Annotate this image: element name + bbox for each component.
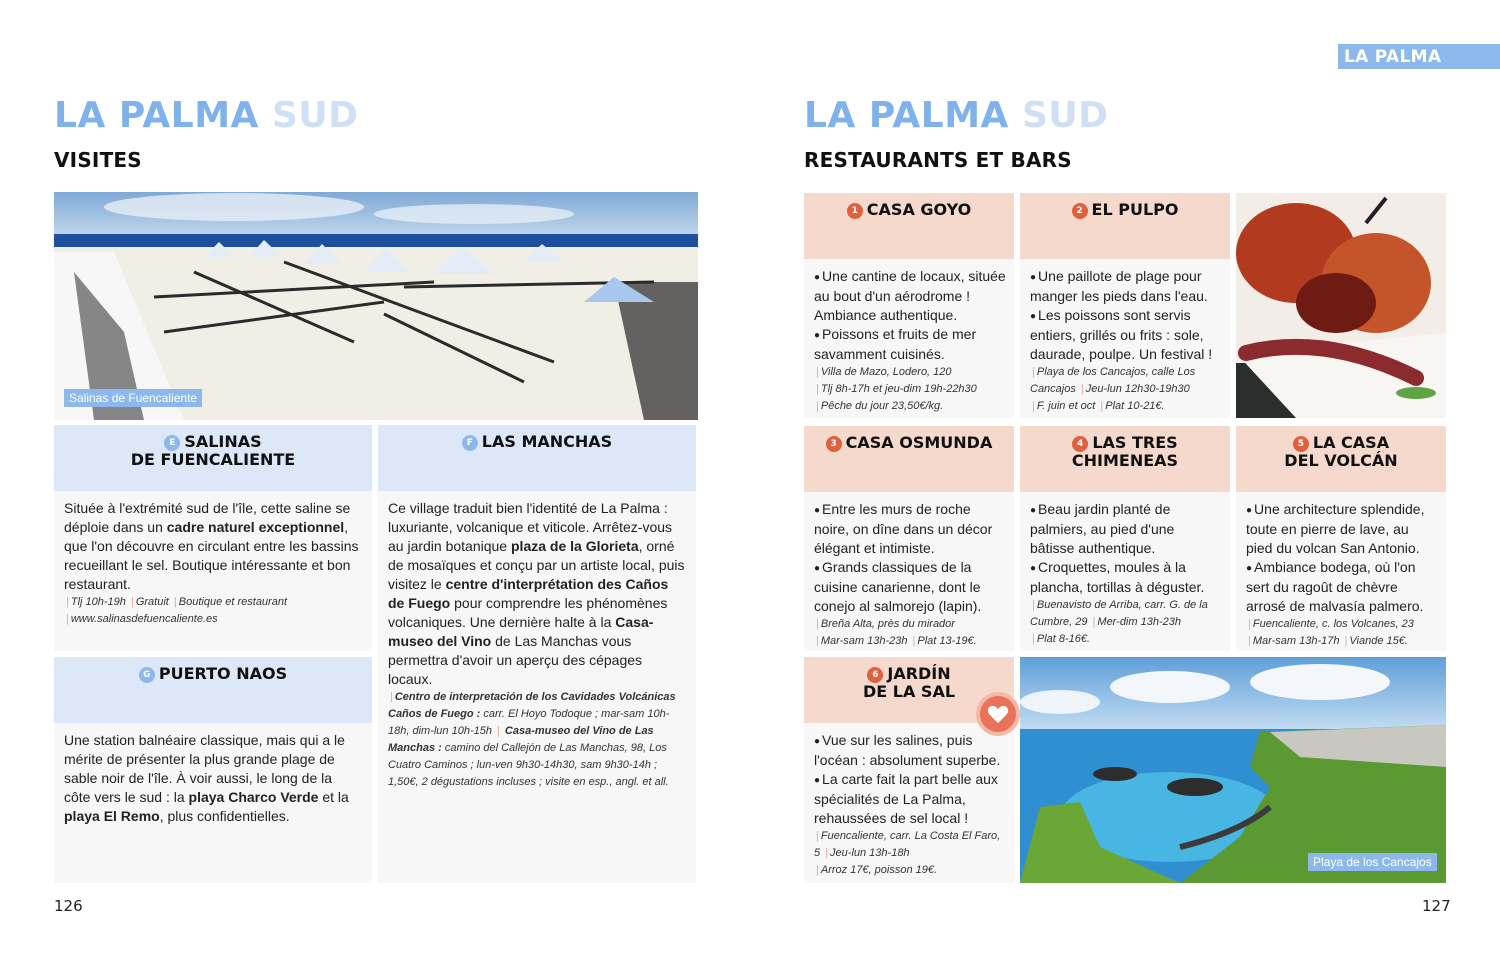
map-marker-badge: E — [164, 435, 180, 451]
info-website-link[interactable]: www.salinasdefuencaliente.es — [70, 613, 218, 625]
cancajos-beach-photo — [1020, 657, 1446, 883]
body-bold: Casa-museo del Vino — [388, 614, 654, 649]
card-heading — [1020, 193, 1230, 259]
restaurant-name-line2: DE LA SAL — [862, 682, 956, 701]
map-marker-badge: 1 — [847, 203, 863, 219]
info-separator: | — [497, 725, 500, 737]
bullet-text: ● Grands classiques de la cuisine canarienne, dont le conejo al salmorejo (lapin). — [814, 558, 1006, 616]
practical-info: | Playa de los Cancajos, calle Los Cancajos | Jeu-lun 12h30-19h30 | F. juin et oct | Plat 10-21€. — [1030, 366, 1196, 412]
body-text: et la — [318, 789, 349, 805]
visit-card-puerto-naos — [54, 657, 372, 883]
card-title-line2: DE FUENCALIENTE — [130, 450, 296, 469]
card-body — [1020, 259, 1230, 415]
info-price: Plat 8-16€. — [1036, 633, 1091, 645]
card-body — [54, 723, 372, 834]
restaurant-card-la-casa-del-volcan — [1236, 426, 1446, 651]
favorite-badge — [976, 692, 1020, 736]
map-marker-badge: 4 — [1072, 436, 1088, 452]
bullet-text: ● Les poissons sont servis entiers, grillés ou frits : sole, daurade, poulpe. Un festival ! — [1030, 306, 1222, 364]
card-heading — [54, 657, 372, 723]
info-address: Breña Alta, près du mirador — [820, 618, 955, 630]
card-title-line1: SALINAS — [184, 432, 262, 451]
restaurant-card-el-pulpo — [1020, 193, 1230, 418]
info-hours: Mar-sam 13h-23h — [820, 635, 908, 647]
card-body — [804, 723, 1014, 879]
practical-info: | Villa de Mazo, Lodero, 120 | Tlj 8h-17h et jeu-dim 19h-22h30 | Pêche du jour 23,50€/kg. — [816, 366, 977, 412]
bullet-text: ● Une architecture splendide, toute en pierre de lave, au pied du volcan San Antonio. — [1246, 500, 1438, 558]
info-price: Pêche du jour 23,50€/kg. — [820, 400, 944, 412]
body-text: , orné de mosaïques et conçu par un artiste local, puis visitez le — [388, 538, 685, 592]
title-part-sub: SUD — [1021, 95, 1109, 136]
salt-flats-image — [54, 192, 698, 420]
map-marker-badge: 6 — [867, 667, 883, 683]
card-body — [804, 492, 1014, 650]
restaurant-card-las-tres-chimeneas — [1020, 426, 1230, 651]
info-services: Boutique et restaurant — [178, 596, 288, 608]
body-bold: playa El Remo — [64, 808, 160, 824]
info-address: Fuencaliente, carr. La Costa El Faro, 5 — [814, 830, 1001, 859]
title-part-main: LA PALMA — [804, 95, 1009, 136]
info-price: Plat 13-19€. — [917, 635, 977, 647]
restaurant-card-jardin-de-la-sal — [804, 657, 1014, 883]
heart-icon — [987, 704, 1009, 724]
body-text: , que l'on découvre en circulant entre les bassins recueillant le sel. Boutique intéressante et bon restaurant. — [64, 519, 359, 592]
bullet-text: ● Entre les murs de roche noire, on dîne dans un décor élégant et intimiste. — [814, 500, 1006, 558]
body-text: Une station balnéaire classique, mais qui a le mérite de présenter la plus grande plage de sable noir de l'île. À voir aussi, le long de la côte vers le sud : la — [64, 732, 345, 805]
restaurant-name-line1: JARDÍN — [887, 664, 951, 683]
info-address: Playa de los Cancajos, calle Los Cancajos — [1030, 366, 1196, 395]
practical-info: | Fuencaliente, carr. La Costa El Faro, 5 | Jeu-lun 13h-18h | Arroz 17€, poisson 19€. — [814, 830, 1001, 876]
info-address: Villa de Mazo, Lodero, 120 — [820, 366, 952, 378]
section-title-visites: VISITES — [54, 148, 142, 172]
practical-info: | Fuencaliente, c. los Volcanes, 23 | Mar-sam 13h-17h | Viande 15€. — [1248, 618, 1414, 647]
info-hours: Mer-dim 13h-23h — [1097, 616, 1181, 628]
body-bold: cadre naturel exceptionnel — [166, 519, 345, 535]
restaurant-name-line2: DEL VOLCÁN — [1284, 451, 1398, 470]
info-closure: F. juin et oct — [1036, 400, 1096, 412]
card-heading — [54, 425, 372, 491]
body-text: de Las Manchas vous permettra d'avoir un aperçu des cépages locaux. — [388, 633, 643, 687]
practical-info: | Buenavisto de Arriba, carr. G. de la Cumbre, 29 | Mer-dim 13h-23h | Plat 8-16€. — [1030, 599, 1208, 645]
title-part-sub: SUD — [271, 95, 359, 136]
info-hours: Tlj 8h-17h et jeu-dim 19h-22h30 — [820, 383, 977, 395]
salinas-photo — [54, 192, 698, 420]
info-hours: Tlj 10h-19h — [70, 596, 126, 608]
running-header-tab: LA PALMA — [1338, 44, 1500, 69]
card-body — [1020, 492, 1230, 648]
map-marker-badge: 5 — [1293, 436, 1309, 452]
restaurant-name: EL PULPO — [1091, 200, 1179, 219]
info-price: Plat 10-21€. — [1105, 400, 1165, 412]
visit-card-salinas — [54, 425, 372, 651]
map-marker-badge: 3 — [826, 436, 842, 452]
bullet-text: ● Une cantine de locaux, située au bout d'un aérodrome ! Ambiance authentique. — [814, 267, 1006, 325]
octopus-dish-photo — [1236, 193, 1446, 418]
info-hours: Mar-sam 13h-17h — [1252, 635, 1340, 647]
card-heading — [804, 426, 1014, 492]
card-title-line1: LAS MANCHAS — [481, 432, 613, 451]
body-bold: playa Charco Verde — [188, 789, 319, 805]
practical-info: | Tlj 10h-19h | Gratuit | Boutique et restaurant | www.salinasdefuencaliente.es — [66, 596, 288, 625]
card-heading — [804, 193, 1014, 259]
body-bold: centre d'interprétation des Caños de Fuego — [388, 576, 669, 611]
restaurant-card-casa-osmunda — [804, 426, 1014, 651]
bullet-text: ● Ambiance bodega, où l'on sert du ragoût de chèvre arrosé de malvasía palmero. — [1246, 558, 1438, 616]
bullet-text: ● Croquettes, moules à la plancha, tortillas à déguster. — [1030, 558, 1222, 597]
card-body — [378, 491, 696, 799]
bullet-text: ● La carte fait la part belle aux spécialités de La Palma, rehaussées de sel local ! — [814, 770, 1006, 828]
photo-caption-salinas: Salinas de Fuencaliente — [64, 389, 202, 407]
info-address: Buenavisto de Arriba, carr. G. de la Cumbre, 29 — [1030, 599, 1208, 628]
restaurant-name: CASA GOYO — [866, 200, 972, 219]
bullet-text: ● Beau jardin planté de palmiers, au pied d'une bâtisse authentique. — [1030, 500, 1222, 558]
info-hours: Jeu-lun 13h-18h — [830, 847, 910, 859]
coastline-image — [1020, 657, 1446, 883]
info-price: Viande 15€. — [1349, 635, 1408, 647]
info-price: Arroz 17€, poisson 19€. — [820, 864, 938, 876]
page-number-right: 127 — [1422, 897, 1451, 915]
map-marker-badge: 2 — [1072, 203, 1088, 219]
info-address: Fuencaliente, c. los Volcanes, 23 — [1252, 618, 1414, 630]
info-hours: Jeu-lun 12h30-19h30 — [1085, 383, 1190, 395]
map-marker-badge: F — [462, 435, 478, 451]
restaurant-name-line2: CHIMENEAS — [1071, 451, 1179, 470]
card-title-line1: PUERTO NAOS — [158, 664, 288, 683]
section-title-restaurants: RESTAURANTS ET BARS — [804, 148, 1072, 172]
page-number-left: 126 — [54, 897, 83, 915]
bullet-text: ● Poissons et fruits de mer savamment cuisinés. — [814, 325, 1006, 364]
restaurant-card-casa-goyo — [804, 193, 1014, 418]
body-text: , plus confidentielles. — [159, 808, 290, 824]
visit-card-las-manchas — [378, 425, 696, 883]
restaurant-name-line1: LA CASA — [1312, 433, 1390, 452]
practical-info: | Breña Alta, près du mirador | Mar-sam 13h-23h | Plat 13-19€. — [816, 618, 977, 647]
card-body — [54, 491, 372, 636]
info-price: Gratuit — [135, 596, 169, 608]
info-text: carr. El Hoyo Todoque ; mar-sam 10h-18h, dim-lun 10h-15h — [388, 708, 670, 737]
map-marker-badge: G — [139, 667, 155, 683]
left-page-title — [54, 96, 359, 136]
right-page-title — [804, 96, 1109, 136]
restaurant-name-line1: LAS TRES — [1092, 433, 1178, 452]
grilled-octopus-image — [1236, 193, 1446, 418]
title-part-main: LA PALMA — [54, 95, 259, 136]
info-bold: Casa-museo del Vino de Las Manchas : — [388, 725, 654, 754]
card-heading — [378, 425, 696, 491]
body-text: Située à l'extrémité sud de l'île, cette saline se déploie dans un — [64, 500, 351, 535]
info-bold: Centro de interpretación de los Cavidades Volcánicas Caños de Fuego : — [388, 691, 676, 720]
body-text: Ce village traduit bien l'identité de La Palma : luxuriante, volcanique et viticole. Arrêtez-vous au jardin botanique — [388, 500, 673, 554]
bullet-text: ● Vue sur les salines, puis l'océan : absolument superbe. — [814, 731, 1006, 770]
practical-info: | Centro de interpretación de los Cavidades Volcánicas Caños de Fuego : carr. El Hoyo Todoque ; mar-sam 10h-18h, dim-lun 10h-15h | Casa-museo del Vino de Las Manchas : camino del Callejón de Las Manchas, 98, Los Cuatro Caminos ; lun-ven 9h30-14h30, sam 9h30-14h ; 1,50€, 2 dégustations incluses ; visite en esp., angl. et all. — [388, 691, 676, 788]
card-heading — [1020, 426, 1230, 492]
info-text: camino del Callejón de Las Manchas, 98, Los Cuatro Caminos ; lun-ven 9h30-14h30, sam 9h30-14h ; 1,50€, 2 dégustations incluses ; visite en esp., angl. et all. — [388, 742, 669, 788]
card-body — [1236, 492, 1446, 650]
card-body — [804, 259, 1014, 415]
body-bold: plaza de la Glorieta — [511, 538, 639, 554]
photo-caption-cancajos: Playa de los Cancajos — [1308, 853, 1437, 871]
restaurant-name: CASA OSMUNDA — [845, 433, 993, 452]
body-text: pour comprendre les phénomènes volcaniques. Une dernière halte à la — [388, 595, 668, 630]
card-heading — [1236, 426, 1446, 492]
bullet-text: ● Une paillote de plage pour manger les pieds dans l'eau. — [1030, 267, 1222, 306]
